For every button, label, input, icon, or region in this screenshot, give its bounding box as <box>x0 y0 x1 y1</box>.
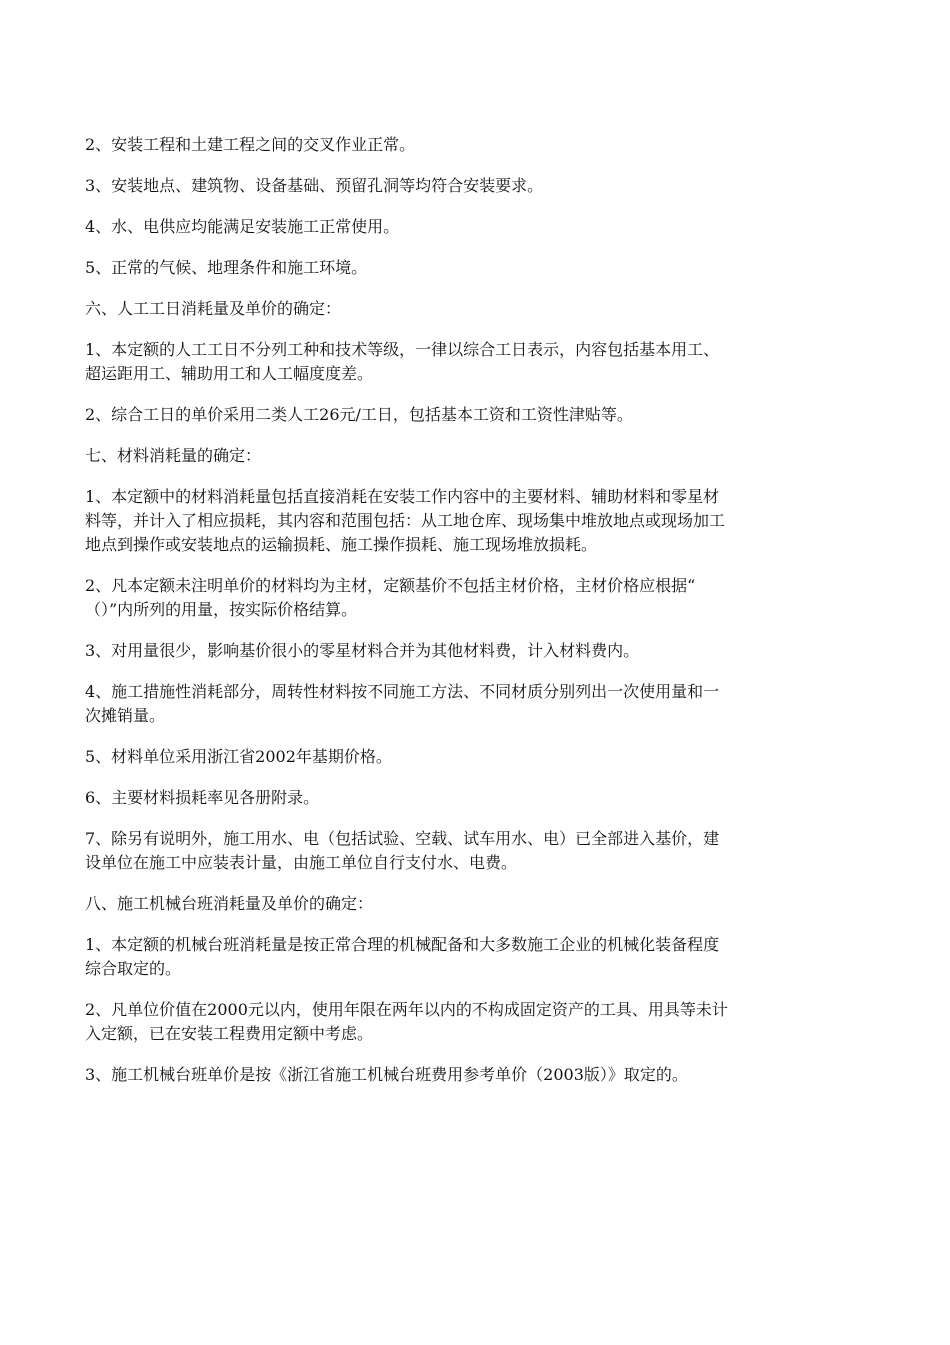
text-line: 4、施工措施性消耗部分，周转性材料按不同施工方法、不同材质分别列出一次使用量和一 <box>85 682 720 701</box>
text-line: 1、本定额的人工工日不分列工种和技术等级，一律以综合工日表示，内容包括基本用工、 <box>85 340 720 359</box>
paragraph <box>85 933 865 981</box>
text-line: 七、材料消耗量的确定： <box>85 446 262 465</box>
text-line: 超运距用工、辅助用工和人工幅度度差。 <box>85 364 374 383</box>
text-line: 2、综合工日的单价采用二类人工26元/工日，包括基本工资和工资性津贴等。 <box>85 405 633 424</box>
text-line: 7、除另有说明外，施工用水、电（包括试验、空载、试车用水、电）已全部进入基价，建 <box>85 829 720 848</box>
paragraph <box>85 133 865 157</box>
text-line: 综合取定的。 <box>85 959 182 978</box>
paragraph <box>85 338 865 386</box>
text-line: 3、安装地点、建筑物、设备基础、预留孔洞等均符合安装要求。 <box>85 176 544 195</box>
text-line: 次摊销量。 <box>85 706 166 725</box>
paragraph <box>85 827 865 875</box>
text-line: 4、水、电供应均能满足安装施工正常使用。 <box>85 217 400 236</box>
paragraph <box>85 485 865 557</box>
paragraph <box>85 1063 865 1087</box>
paragraph <box>85 745 865 769</box>
paragraph <box>85 215 865 239</box>
paragraph <box>85 297 865 321</box>
paragraph <box>85 892 865 916</box>
text-line: 3、对用量很少，影响基价很小的零星材料合并为其他材料费，计入材料费内。 <box>85 641 640 660</box>
paragraph <box>85 174 865 198</box>
paragraph <box>85 403 865 427</box>
text-line: 2、凡本定额未注明单价的材料均为主材，定额基价不包括主材价格，主材价格应根据“ <box>85 576 696 595</box>
text-line: 6、主要材料损耗率见各册附录。 <box>85 788 320 807</box>
text-line: （）”内所列的用量，按实际价格结算。 <box>85 600 358 619</box>
paragraph <box>85 786 865 810</box>
paragraph <box>85 444 865 468</box>
text-line: 5、材料单位采用浙江省2002年基期价格。 <box>85 747 392 766</box>
text-line: 1、本定额中的材料消耗量包括直接消耗在安装工作内容中的主要材料、辅助材料和零星材 <box>85 487 720 506</box>
paragraph <box>85 574 865 622</box>
paragraph <box>85 998 865 1046</box>
text-line: 六、人工工日消耗量及单价的确定： <box>85 299 342 318</box>
text-line: 2、凡单位价值在2000元以内，使用年限在两年以内的不构成固定资产的工具、用具等未计 <box>85 1000 728 1019</box>
text-line: 八、施工机械台班消耗量及单价的确定： <box>85 894 374 913</box>
document-body <box>85 133 865 1104</box>
text-line: 设单位在施工中应装表计量，由施工单位自行支付水、电费。 <box>85 853 518 872</box>
text-line: 入定额，已在安装工程费用定额中考虑。 <box>85 1024 374 1043</box>
text-line: 5、正常的气候、地理条件和施工环境。 <box>85 258 368 277</box>
text-line: 料等，并计入了相应损耗，其内容和范围包括：从工地仓库、现场集中堆放地点或现场加工 <box>85 511 726 530</box>
text-line: 地点到操作或安装地点的运输损耗、施工操作损耗、施工现场堆放损耗。 <box>85 535 598 554</box>
text-line: 1、本定额的机械台班消耗量是按正常合理的机械配备和大多数施工企业的机械化装备程度 <box>85 935 720 954</box>
paragraph <box>85 639 865 663</box>
paragraph <box>85 256 865 280</box>
text-line: 3、施工机械台班单价是按《浙江省施工机械台班费用参考单价（2003版）》取定的。 <box>85 1065 688 1084</box>
text-line: 2、安装工程和土建工程之间的交叉作业正常。 <box>85 135 416 154</box>
paragraph <box>85 680 865 728</box>
